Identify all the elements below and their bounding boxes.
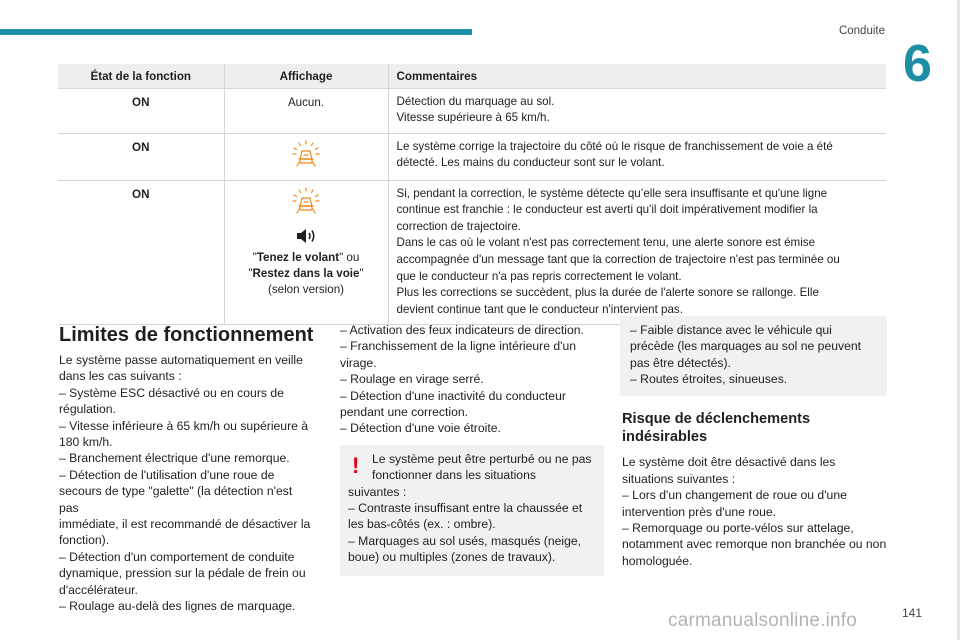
body-line: notamment avec remorque non branchée ou non: [622, 537, 887, 552]
message-stay-in-lane: Restez dans la voie: [252, 266, 360, 280]
body-line: immédiate, il est recommandé de désactiver la: [59, 517, 311, 532]
body-line: intervention près d'une roue.: [622, 504, 777, 519]
column-header-display: Affichage: [224, 64, 388, 88]
function-state-table: [58, 64, 886, 325]
body-line: – Système ESC désactivé ou en cours de: [59, 385, 284, 400]
comment-line: Dans le cas où le volant n'est pas correctement tenu, une alerte sonore est émise: [396, 236, 816, 250]
body-line: – Lors d'un changement de roue ou d'une: [622, 488, 847, 503]
comments-cell: [388, 133, 886, 180]
comment-line: Détection du marquage au sol.: [396, 94, 555, 108]
table-row: [58, 133, 886, 180]
body-line: Le système passe automatiquement en veille: [59, 353, 303, 367]
body-line: d'accélérateur.: [59, 582, 138, 597]
warning-line: fonctionner dans les situations: [372, 468, 536, 483]
display-cell: Aucun.: [224, 88, 388, 133]
display-cell: [224, 133, 388, 180]
warning-line: boue) ou multiples (zones de travaux).: [348, 550, 556, 565]
body-line: – Franchissement de la ligne intérieure d'un: [340, 339, 577, 354]
warning-line: – Contraste insuffisant entre la chaussée et: [348, 501, 583, 516]
quote-mark: ": [248, 266, 253, 280]
warning-line: – Marquages au sol usés, masqués (neige,: [348, 533, 582, 548]
quote-mark: ": [359, 266, 364, 280]
body-line: fonction).: [59, 533, 110, 548]
lane-keep-assist-orange-icon: [291, 186, 321, 216]
limits-column-1: [59, 322, 314, 615]
body-line: dynamique, pression sur la pédale de frein ou: [59, 566, 306, 581]
column-header-comments: Commentaires: [388, 64, 886, 88]
alert-message-text: [233, 250, 380, 266]
body-line: – Routes étroites, sinueuses.: [630, 372, 788, 387]
heading-line: indésirables: [622, 429, 708, 446]
body-line: – Roulage au-delà des lignes de marquage.: [59, 599, 296, 614]
table-header-row: [58, 64, 886, 88]
message-hold-wheel: Tenez le volant: [256, 250, 340, 264]
chapter-number: 6: [903, 35, 932, 93]
limits-column-3: [612, 316, 887, 569]
body-line: – Activation des feux indicateurs de direction.: [340, 323, 584, 337]
comment-line: accompagnée d'un message tant que la correction de trajectoire n'est pas terminée ou: [396, 253, 840, 267]
continued-list-box: [620, 316, 887, 396]
false-triggers-body: [622, 454, 887, 569]
body-line: homologuée.: [622, 553, 693, 568]
limits-heading: Limites de fonctionnement: [59, 324, 314, 346]
body-line: – Détection d'une inactivité du conducteur: [340, 388, 566, 403]
comment-line: Plus les corrections se succèdent, plus la durée de l'alerte sonore se rallonge. Elle: [396, 286, 819, 300]
body-line: dans les cas suivants :: [59, 369, 182, 384]
body-line: régulation.: [59, 402, 116, 417]
warning-line: Le système peut être perturbé ou ne pas: [372, 451, 592, 466]
warning-line: les bas-côtés (ex. : ombre).: [348, 517, 496, 532]
body-line: pas être détectés).: [630, 355, 731, 370]
comment-line: Vitesse supérieure à 65 km/h.: [396, 111, 550, 125]
limits-column-2: [340, 322, 604, 576]
state-cell: ON: [58, 180, 224, 325]
warning-exclamation-icon: !: [352, 452, 360, 478]
body-line: 180 km/h.: [59, 435, 113, 450]
state-cell: ON: [58, 88, 224, 133]
comment-line: que le conducteur n'a pas repris correctement le volant.: [396, 269, 682, 283]
body-line: situations suivantes :: [622, 471, 736, 486]
comments-cell: [388, 88, 886, 133]
body-line: secours de type "galette" (la détection n'est pas: [59, 484, 293, 515]
false-triggers-heading: [622, 410, 887, 447]
section-title: Conduite: [838, 25, 885, 37]
quote-mark: ": [252, 250, 257, 264]
lane-keep-assist-orange-icon: [291, 139, 321, 169]
comment-line: Si, pendant la correction, le système détecte qu’elle sera insuffisante et qu'une ligne: [396, 186, 828, 200]
watermark-text: carmanualsonline.info: [668, 610, 858, 631]
table-row: [58, 88, 886, 133]
display-cell: [224, 180, 388, 325]
comments-cell: [388, 180, 886, 325]
connector-text: " ou: [339, 250, 360, 264]
body-line: – Branchement électrique d'une remorque.: [59, 451, 290, 466]
body-line: pendant une correction.: [340, 405, 469, 420]
body-line: Le système doit être désactivé dans les: [622, 455, 836, 470]
comment-line: devient continue tant que le conducteur n'intervient pas.: [396, 302, 683, 316]
body-line: – Faible distance avec le véhicule qui: [630, 323, 832, 337]
alert-message-text: [233, 266, 380, 282]
body-line: – Détection d'une voie étroite.: [340, 421, 501, 436]
body-line: précède (les marquages au sol ne peuvent: [630, 339, 862, 354]
body-line: – Détection de l'utilisation d'une roue de: [59, 467, 275, 482]
comment-line: correction de trajectoire.: [396, 219, 521, 233]
version-note: (selon version): [267, 282, 345, 296]
warning-line: suivantes :: [348, 484, 407, 499]
warning-box: [340, 445, 604, 576]
body-line: – Remorquage ou porte-vélos sur attelage,: [622, 521, 854, 536]
state-cell: ON: [58, 133, 224, 180]
heading-line: Risque de déclenchements: [622, 410, 811, 427]
speaker-sound-icon: [295, 226, 317, 246]
body-line: – Vitesse inférieure à 65 km/h ou supérieure à: [59, 418, 309, 433]
table-row: [58, 180, 886, 325]
body-line: virage.: [340, 355, 377, 370]
body-line: – Détection d'un comportement de conduite: [59, 549, 295, 564]
header-accent-bar: [0, 29, 472, 35]
comment-line: continue est franchie : le conducteur est averti qu'il doit impérativement modifier la: [396, 203, 818, 217]
comment-line: détecté. Les mains du conducteur sont sur le volant.: [396, 156, 665, 170]
comment-line: Le système corrige la trajectoire du côté où le risque de franchissement de voie a été: [396, 139, 833, 153]
page-number: 141: [901, 606, 922, 620]
body-line: – Roulage en virage serré.: [340, 372, 484, 387]
column-header-state: État de la fonction: [58, 64, 224, 88]
